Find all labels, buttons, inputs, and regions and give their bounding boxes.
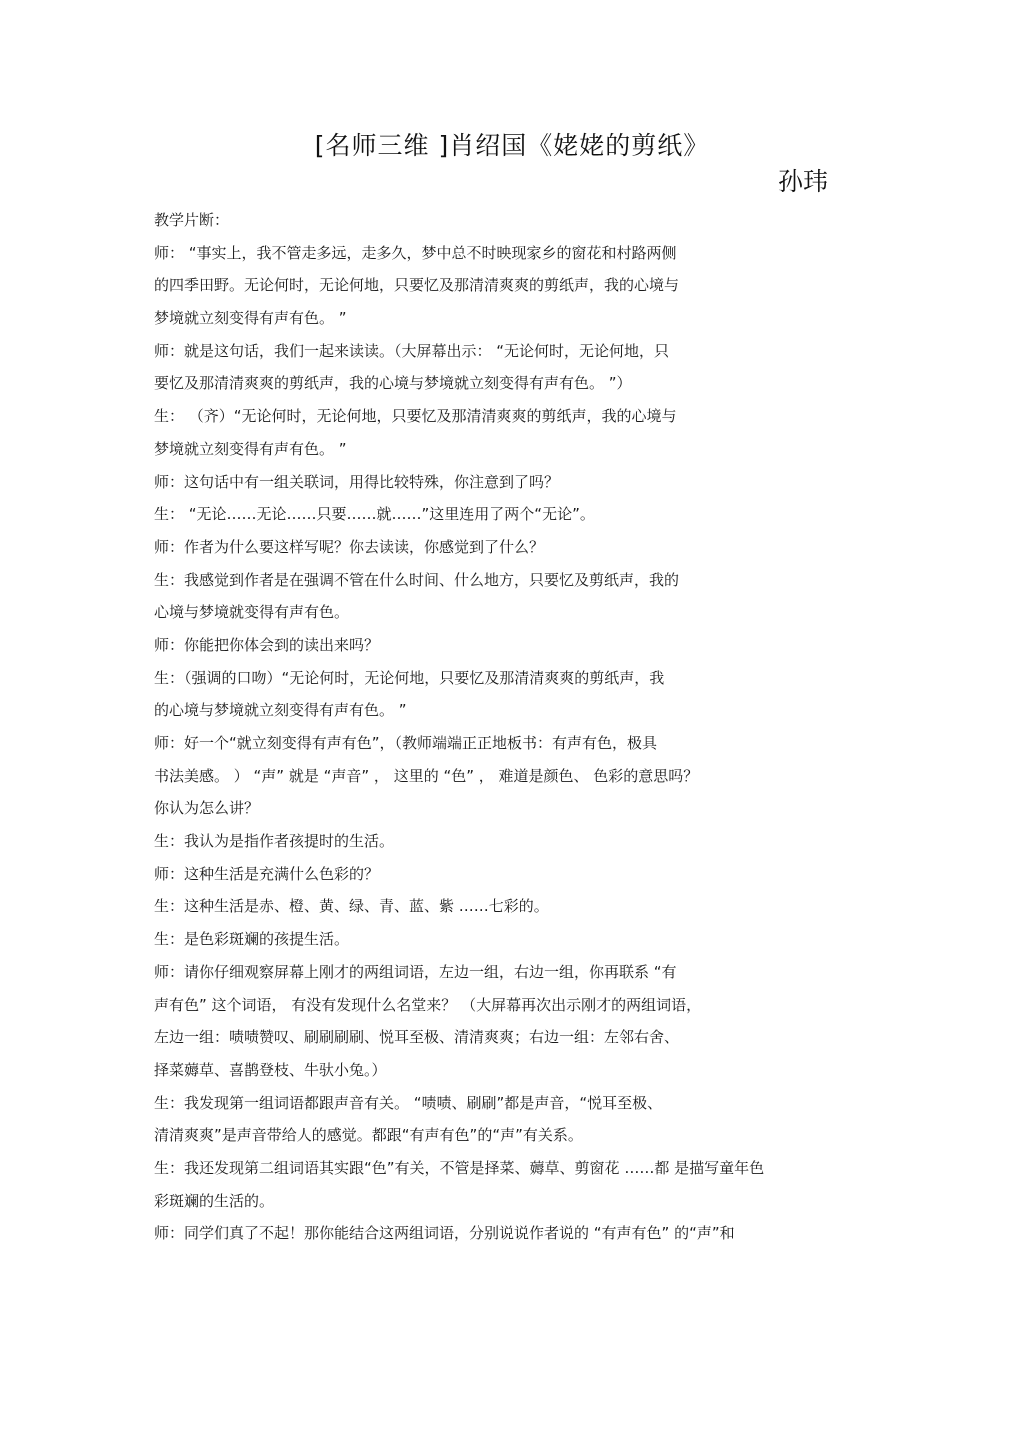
text-line: 左边一组：啧啧赞叹、刷刷刷刷、悦耳至极、清清爽爽；右边一组：左邻右舍、 xyxy=(154,1028,680,1047)
document-body xyxy=(154,204,874,1250)
text-line: 生： （齐）“无论何时，无论何地，只要忆及那清清爽爽的剪纸声，我的心境与 xyxy=(154,407,677,426)
section-heading: 教学片断： xyxy=(154,211,230,229)
text-line: 师： “事实上，我不管走多远，走多久，梦中总不时映现家乡的窗花和村路两侧 xyxy=(154,243,677,262)
text-line: 生：是色彩斑斓的孩提生活。 xyxy=(154,930,350,949)
text-line: 生：我还发现第二组词语其实跟“色”有关，不管是择菜、薅草、剪窗花 ……都 是描写童年色 xyxy=(154,1158,765,1177)
text-line: 生： “无论……无论……只要……就……”这里连用了两个“无论”。 xyxy=(154,505,595,524)
text-line: 师：这种生活是充满什么色彩的？ xyxy=(154,864,380,883)
text-line: 师：好一个“就立刻变得有声有色”，（教师端端正正地板书：有声有色，极具 xyxy=(154,734,658,752)
text-line: 择菜薅草、喜鹊登枝、牛驮小兔。） xyxy=(154,1060,387,1079)
text-line: 师：就是这句话，我们一起来读读。（大屏幕出示： “无论何时，无论何地，只 xyxy=(154,341,670,360)
text-line: 师：你能把你体会到的读出来吗？ xyxy=(154,635,380,654)
document-author: 孙玮 xyxy=(778,167,829,196)
text-line: 彩斑斓的生活的。 xyxy=(154,1191,275,1210)
text-line: 生：我感觉到作者是在强调不管在什么时间、什么地方，只要忆及剪纸声，我的 xyxy=(154,570,680,589)
text-line: 你认为怎么讲？ xyxy=(154,799,260,818)
text-line: 生：我发现第一组词语都跟声音有关。 “啧啧、刷刷”都是声音，“悦耳至极、 xyxy=(154,1093,663,1112)
text-line: 声有色” 这个词语， 有没有发现什么名堂来？ （大屏幕再次出示刚才的两组词语， xyxy=(154,995,702,1014)
text-line: 清清爽爽”是声音带给人的感觉。都跟“有声有色”的“声”有关系。 xyxy=(154,1126,583,1145)
text-line: 心境与梦境就变得有声有色。 xyxy=(154,603,350,622)
text-line: 梦境就立刻变得有声有色。 ” xyxy=(154,439,347,458)
text-line: 要忆及那清清爽爽的剪纸声，我的心境与梦境就立刻变得有声有色。 ”） xyxy=(154,374,632,393)
text-line: 师：请你仔细观察屏幕上刚才的两组词语，左边一组，右边一组，你再联系 “有 xyxy=(154,962,677,981)
text-line: 的心境与梦境就立刻变得有声有色。 ” xyxy=(154,701,407,720)
text-line: 的四季田野。无论何时，无论何地，只要忆及那清清爽爽的剪纸声，我的心境与 xyxy=(154,276,680,295)
text-line: 生：（强调的口吻）“无论何时，无论何地，只要忆及那清清爽爽的剪纸声，我 xyxy=(154,668,665,687)
text-line: 师：同学们真了不起！那你能结合这两组词语，分别说说作者说的 “有声有色” 的“声”和 xyxy=(154,1224,735,1243)
text-line: 生：我认为是指作者孩提时的生活。 xyxy=(154,832,395,851)
text-line: 梦境就立刻变得有声有色。 ” xyxy=(154,309,347,328)
text-line: 生：这种生活是赤、橙、黄、绿、青、蓝、紫 ……七彩的。 xyxy=(154,897,549,916)
document-title: [名师三维 ]肖绍国《姥姥的剪纸》 xyxy=(314,131,710,160)
text-line: 师：这句话中有一组关联词，用得比较特殊，你注意到了吗？ xyxy=(154,472,560,491)
text-line: 师：作者为什么要这样写呢？你去读读，你感觉到了什么？ xyxy=(154,537,545,556)
text-line: 书法美感。 ） “声” 就是 “声音” ， 这里的 “色” ， 难道是颜色、 色彩的意思吗？ xyxy=(154,766,699,785)
